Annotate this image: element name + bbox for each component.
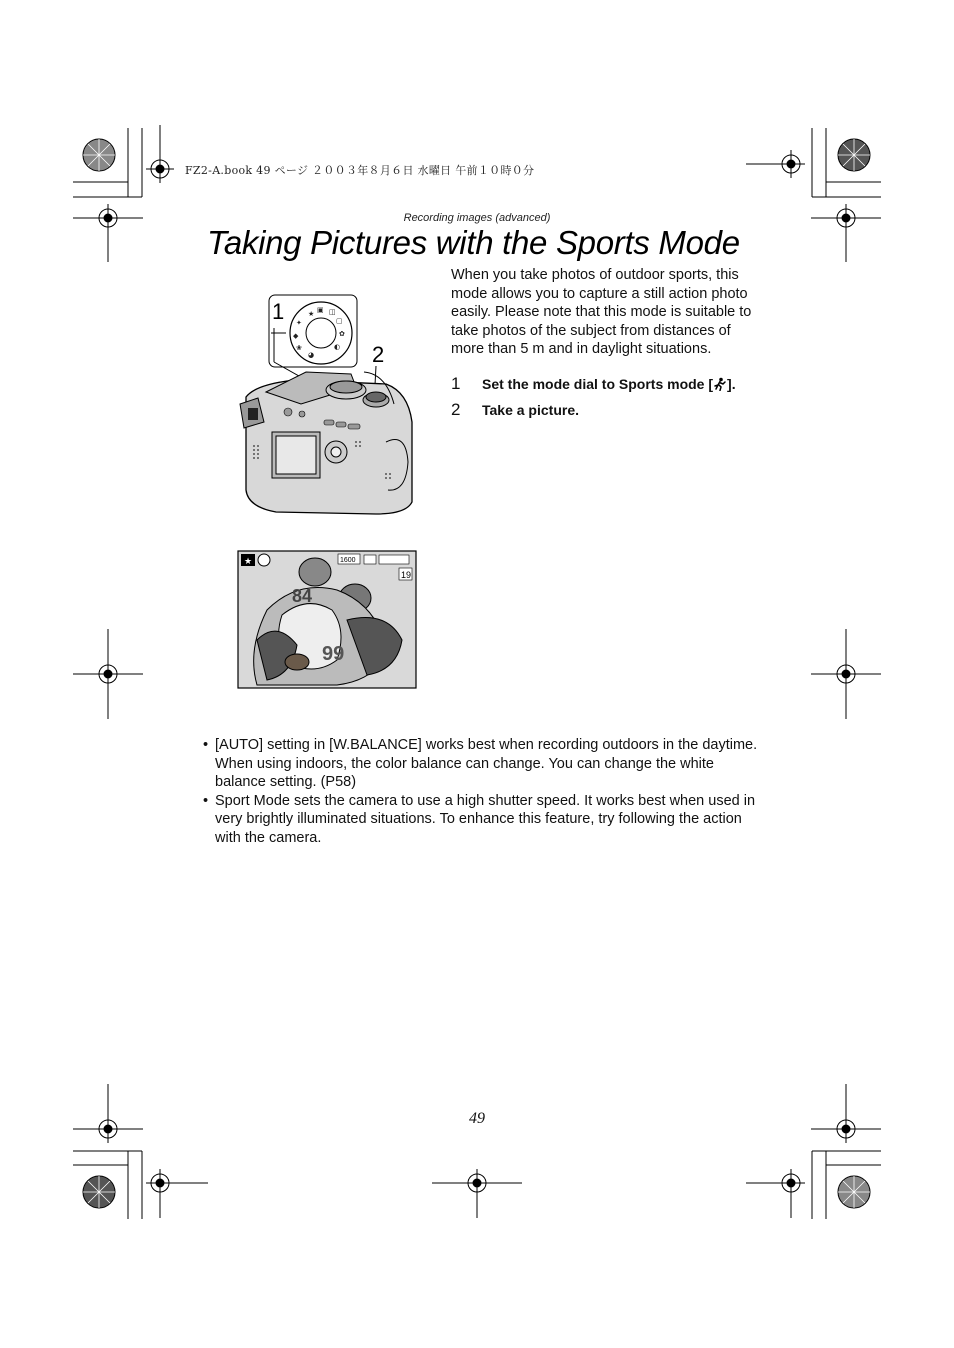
svg-text:◐: ◐ xyxy=(334,343,341,351)
print-file-info: FZ2-A.book 49 ページ ２００３年８月６日 水曜日 午前１０時０分 xyxy=(185,164,535,177)
step-number: 1 xyxy=(451,374,461,393)
step-2 xyxy=(451,400,579,420)
callout-1: 1 xyxy=(272,299,285,324)
step-text: Set the mode dial to Sports mode [ ]. xyxy=(482,376,736,392)
svg-text:▣: ▣ xyxy=(317,306,324,314)
callout-2: 2 xyxy=(372,342,385,367)
bullet: • xyxy=(203,737,209,753)
svg-text:❀: ❀ xyxy=(296,344,302,352)
page-title: Taking Pictures with the Sports Mode xyxy=(207,224,740,261)
lcd-remaining-count: 19 xyxy=(401,570,412,580)
svg-text:◆: ◆ xyxy=(293,332,299,340)
note-text: [AUTO] setting in [W.BALANCE] works best when recording outdoors in the daytime. When using indoors, the color balance can change. You can change the white balance setting. (P58) xyxy=(215,737,758,790)
notes-list xyxy=(203,736,763,847)
bullet: • xyxy=(203,792,209,809)
step-number: 2 xyxy=(451,400,461,419)
list-item xyxy=(203,792,763,848)
list-item xyxy=(203,736,763,792)
lcd-iso-value: 1600 xyxy=(340,557,356,564)
svg-text:◕: ◕ xyxy=(308,351,315,359)
step-text: Take a picture. xyxy=(482,402,580,418)
sports-mode-icon xyxy=(713,377,727,391)
svg-text:★: ★ xyxy=(308,310,315,318)
svg-text:★: ★ xyxy=(244,557,253,567)
step-1 xyxy=(451,374,736,394)
note-text: Sport Mode sets the camera to use a high shutter speed. It works best when used in very brightly illuminated situations. To enhance this feature, try following the action with the camera. xyxy=(215,792,756,846)
svg-text:◫: ◫ xyxy=(329,308,336,316)
svg-text:99: 99 xyxy=(322,643,345,665)
section-heading: Recording images (advanced) xyxy=(403,212,551,224)
svg-text:✿: ✿ xyxy=(339,330,345,338)
lcd-screen-illustration xyxy=(237,550,417,690)
intro-paragraph: When you take photos of outdoor sports, this mode allows you to capture a still action photo easily. Please note that this mode is suitable to take photos of the subject from distances of more than 5 m and in daylight situations. xyxy=(451,267,752,357)
page-number: 49 xyxy=(469,1110,485,1127)
svg-text:✦: ✦ xyxy=(296,319,302,327)
svg-text:▢: ▢ xyxy=(336,317,343,325)
camera-illustration xyxy=(236,292,422,520)
svg-text:84: 84 xyxy=(292,586,313,606)
